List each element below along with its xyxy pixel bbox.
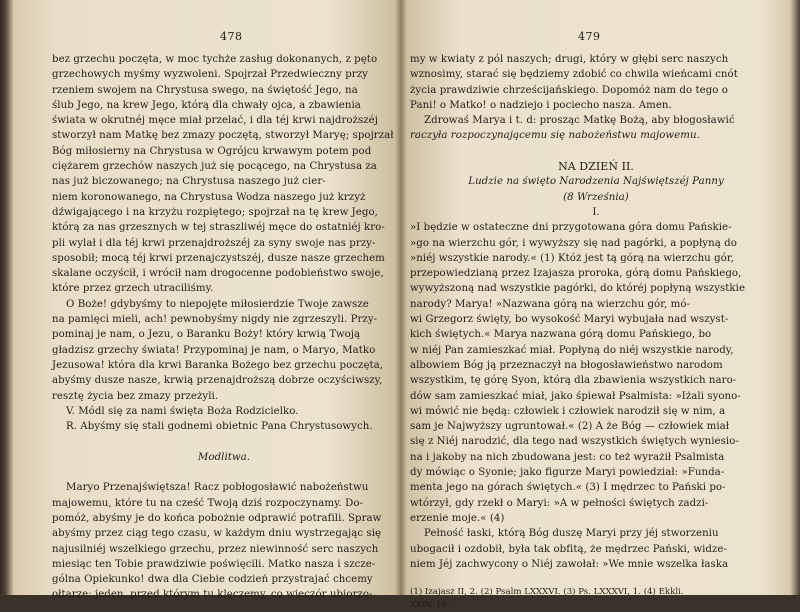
text-line: my w kwiaty z pól naszych; drugi, który w głębi serc naszych <box>410 54 729 65</box>
text-line: rzeniem swojem na Chrystusa swego, na świętość Jego, na <box>52 84 358 96</box>
text-line: Bóg miłosierny na Chrystusa w Ogrójcu krwawym potem pod <box>52 145 372 157</box>
text-line: abyśmy dusze nasze, krwią przenajdroższą dobrze oczyściwszy, <box>52 375 383 387</box>
text-line: wywyższoną nad wszystkie pagórki, do któréj popłyną wszystkie <box>410 283 746 295</box>
text-line: się z Niéj narodzić, dla tego nad wszystkich świętych wyniesio- <box>410 436 739 448</box>
page-number-left: 478 <box>220 30 243 43</box>
text-line: sposobił; mocą téj krwi przenajczystszéj, dusze nasze grzechem <box>52 252 385 264</box>
text-line: Maryo Przenajświętsza! Racz pobłogosławić nabożeństwu <box>66 482 369 494</box>
footnotes: (1) Izajasz II, 2. (2) Psalm LXXXVI. (3) Ps. LXXXVI, 1. (4) Ekkli. <box>410 587 684 598</box>
text-line: narody? Marya! »Nazwana górą na wierzchu gór, mó- <box>410 298 690 310</box>
text-line: »go na wierzchu gór, i wywyższy się nad pagórki, a popłyną do <box>410 237 737 249</box>
text-line: niem Jéj zachwycony o Niéj zawołał: »We mnie wszelka łaska <box>410 558 729 570</box>
text-line: »niéj wszystkie narody.« (1) Któż jest tą górą na wierzchu gór, <box>410 252 734 264</box>
section-title: Modlitwa. <box>197 451 251 463</box>
text-line: na i jakoby na nich zbudowana jest: co też wyrażił Psalmista <box>410 451 725 463</box>
text-line: przepowiedzianą przez Izajasza proroka, górą domu Pańskiego, <box>410 268 742 280</box>
text-line: wi mówić nie będą: człowiek i człowiek narodził się w nim, a <box>410 405 726 417</box>
date-line: (8 Września) <box>563 191 629 203</box>
text-line: które przez grzech utraciliśmy. <box>52 283 214 295</box>
text-line: majowemu, które tu na cześć Twoją dziś rozpoczynamy. Do- <box>52 497 363 509</box>
versicle: V. Módl się za nami święta Boża Rodzicielko. <box>66 405 299 417</box>
text-line: gólna Opiekunko! dwa dla Ciebie codzień przystrajać chcemy <box>52 574 373 586</box>
text-line: niem koronowanego, na Chrystusa Wodza naszego już krzyż <box>52 191 366 203</box>
text-line: pomóż, abyśmy je do końca pobożnie odprawić potrafili. Spraw <box>52 512 382 524</box>
text-line: abyśmy przez ciąg tego czasu, w każdym dniu wystrzegając się <box>52 528 382 540</box>
text-line: wznosimy, starać się będziemy zdobić co chwila wieńcami cnót <box>410 69 738 81</box>
text-line: resztę życia bez zmazy przeżyli. <box>52 390 219 402</box>
text-line: wszystkim, tę górę Syon, którą dla zbawienia wszystkich naro- <box>410 375 737 387</box>
footnotes-continued: XXIV, 16. <box>410 600 450 611</box>
text-line: Pani! o Matko! o nadziejo i pociecho nasza. Amen. <box>410 99 672 111</box>
text-line: ciężarem grzechów naszych już się pocącego, na Chrystusa za <box>52 161 377 173</box>
text-line: kich świętych.« Marya nazwana górą domu Pańskiego, bo <box>410 329 712 341</box>
roman-numeral: I. <box>592 206 600 218</box>
text-line: pominaj je nam, o Jezu, o Baranku Boży! który krwią Twoją <box>52 329 361 341</box>
text-line: grzechowych myśmy wyzwoleni. Spojrzał Przedwieczny przy <box>52 69 368 81</box>
right-page <box>410 0 782 611</box>
text-line: świata w okrutnéj męce miał przelać, i dla téj krwi najdroższéj <box>52 115 378 127</box>
text-line: Pełność łaski, którą Bóg duszę Maryi przy jéj stworzeniu <box>424 528 719 540</box>
response: R. Abyśmy się stali godnemi obietnic Pana Chrystusowych. <box>66 421 373 433</box>
page-number-right: 479 <box>578 30 601 43</box>
text-line: skalane oczyścił, i wrócił nam drogocenne podobieństwo swoje, <box>52 268 384 280</box>
text-line: wtórzył, gdy rzekł o Maryi: »A w pełności świętych zadzi- <box>410 497 709 509</box>
day-heading: NA DZIEŃ II. <box>558 160 634 174</box>
text-line: Jezusowa! która dla krwi Baranka Bożego bez grzechu poczęta, <box>52 359 384 371</box>
text-line: ołtarze: jeden, przed którym tu klęczemy, co wieczór ubiorzo- <box>52 589 373 601</box>
text-line: którą za nas grzesznych w tej straszliwéj męce do ostatniéj kro- <box>52 222 385 234</box>
text-line: dy mówiąc o Syonie; jako figurze Maryi powiedział: »Funda- <box>410 467 725 479</box>
text-line: dźwigającego i na krzyżu rozpiętego; spojrzał na tę krew Jego, <box>52 206 378 218</box>
text-line: życia prawdziwie chrześcijańskiego. Dopomóż nam do tego o <box>410 84 728 96</box>
text-line: ślub Jego, na krew Jego, którą dla chwały ojca, a zbawienia <box>52 99 361 111</box>
text-line: »I będzie w ostateczne dni przygotowana góra domu Pańskie- <box>410 222 732 234</box>
text-line: wi Grzegorz święty, bo wysokość Maryi wybujała nad wszyst- <box>410 314 729 326</box>
right-page-text <box>410 52 782 612</box>
text-line: w niéj Pan zamieszkać miał. Popłyną do niéj wszystkie narody, <box>410 344 734 356</box>
text-line: erzenie moje.« (4) <box>410 512 505 524</box>
text-line: Zdrowaś Marya i t. d: prosząc Matkę Bożą, aby błogosławić <box>424 115 735 127</box>
text-line: miesiąc ten Tobie prawdziwie poświęcili. Matko nasza i szcze- <box>52 558 376 570</box>
text-line: gładzisz grzechy świata! Przypominaj je nam, o Maryo, Matko <box>52 344 376 356</box>
text-line: menta jego na górach świętych.« (3) I mędrzec to Pański po- <box>410 482 726 494</box>
text-line: pli wylał i dla téj krwi przenajdroższéj za syny swoje nas przy- <box>52 237 376 249</box>
text-line: nas już biczowanego; na Chrystusa naszego już cier- <box>52 176 326 188</box>
text-line: ubogacił i ozdobił, była tak obfitą, że mędrzec Pański, widze- <box>410 543 727 555</box>
text-line: albowiem Bóg ją przeznaczył na błogosławieństwo narodom <box>410 359 723 371</box>
text-line: stworzył nam Matkę bez zmazy poczętą, stworzył Maryę; spojrzał <box>52 130 394 142</box>
text-line: sam je Najwyższy ugruntował.« (2) A że Bóg — człowiek miał <box>410 421 730 433</box>
text-line: O Boże! gdybyśmy to niepojęte miłosierdzie Twoje zawsze <box>66 298 369 310</box>
text-line: dów sam zamieszkać miał, jako śpiewał Psalmista: »Iżali syono- <box>410 390 741 402</box>
text-line: najusilniéj wszelkiego grzechu, przez niewinność serc naszych <box>52 543 379 555</box>
day-subheading: Ludzie na święto Narodzenia Najświętszéj Panny <box>468 176 724 188</box>
text-line: bez grzechu poczęta, w moc tychże zasług dokonanych, z pęto <box>52 54 378 65</box>
text-line: na pamięci mieli, ach! pewnobyśmy nigdy nie zgrzeszyli. Przy- <box>52 314 378 326</box>
text-line: raczyła rozpoczynającemu się nabożeństwu majowemu. <box>410 130 700 142</box>
left-page-text <box>52 52 396 603</box>
left-page <box>52 0 396 601</box>
